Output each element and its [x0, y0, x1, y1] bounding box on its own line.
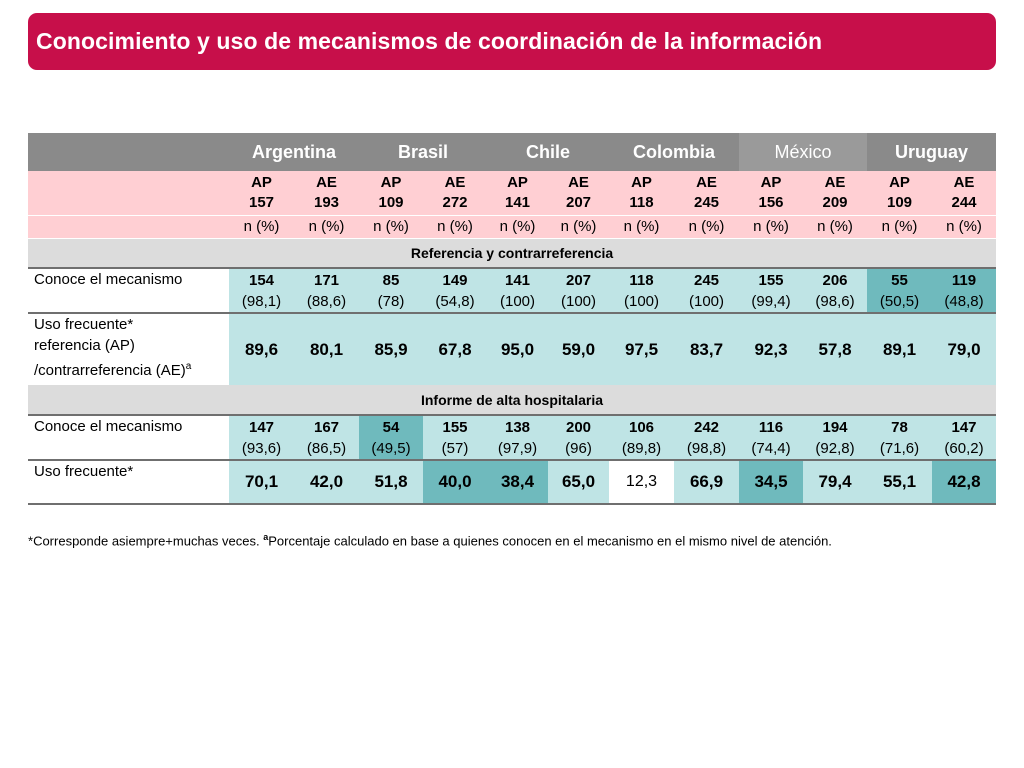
group-n: 156 [758, 193, 784, 211]
group-n: 157 [248, 193, 275, 211]
group-n: 245 [693, 193, 720, 211]
percent-cell: 89,6 [229, 313, 294, 385]
section-title: Informe de alta hospitalaria [28, 385, 996, 415]
count-value: 155 [442, 419, 468, 436]
group-n: 207 [565, 193, 592, 211]
percent-value: (89,8) [621, 440, 662, 457]
n-label: n (%) [932, 215, 996, 238]
count-value: 85 [382, 272, 400, 289]
count-value: 118 [629, 272, 654, 289]
group-code: AP [507, 173, 528, 191]
n-label: n (%) [423, 215, 487, 238]
n-label: n (%) [674, 215, 739, 238]
percent-cell: 38,4 [487, 460, 548, 504]
count-value: 242 [693, 419, 720, 436]
country-header: Colombia [609, 133, 739, 171]
footnote-text: Porcentaje calculado en base a quienes conocen en el mecanismo en el mismo nivel de atención. [268, 533, 832, 549]
percent-value: (78) [377, 293, 405, 310]
count-cell [229, 415, 294, 460]
count-value: 206 [822, 272, 848, 289]
count-cell [548, 415, 609, 460]
group-n: 141 [504, 193, 531, 211]
section-row-alta [28, 385, 996, 415]
percent-value: (54,8) [435, 293, 475, 310]
row-label-line: Uso frecuente* [34, 316, 134, 333]
percent-cell: 57,8 [803, 313, 867, 385]
country-header: México [739, 133, 867, 171]
count-cell [803, 268, 867, 313]
row-label: Conoce el mecanismo [28, 268, 229, 313]
percent-cell: 12,3 [609, 460, 674, 504]
percent-value: (100) [499, 293, 536, 310]
count-cell [867, 268, 932, 313]
count-value: 200 [565, 419, 592, 436]
n-label: n (%) [487, 215, 548, 238]
percent-cell: 79,4 [803, 460, 867, 504]
group-n: 118 [629, 193, 654, 211]
count-value: 106 [628, 419, 655, 436]
count-cell [229, 268, 294, 313]
percent-value: (99,4) [751, 293, 791, 310]
country-header-row [28, 133, 996, 171]
n-label: n (%) [609, 215, 674, 238]
group-n: 244 [951, 193, 977, 211]
group-code: AP [631, 173, 652, 191]
group-code: AE [953, 173, 975, 191]
group-header [867, 171, 932, 215]
group-code: AP [380, 173, 402, 191]
row-label-line: /contrarreferencia (AE) [34, 362, 186, 379]
count-value: 119 [951, 272, 977, 289]
percent-cell: 97,5 [609, 313, 674, 385]
count-cell [294, 415, 359, 460]
title-bar [28, 13, 996, 70]
group-n: 109 [378, 193, 404, 211]
group-header [674, 171, 739, 215]
group-code: AE [568, 173, 589, 191]
table-row [28, 460, 996, 504]
percent-cell: 42,8 [932, 460, 996, 504]
percent-value: (60,2) [944, 440, 984, 457]
n-label-row [28, 215, 996, 238]
group-n: 109 [886, 193, 913, 211]
percent-value: (48,8) [944, 293, 984, 310]
percent-cell: 51,8 [359, 460, 423, 504]
count-value: 207 [565, 272, 592, 289]
count-cell [674, 415, 739, 460]
percent-cell: 92,3 [739, 313, 803, 385]
percent-value: (98,8) [686, 440, 727, 457]
percent-cell: 42,0 [294, 460, 359, 504]
percent-value: (71,6) [879, 440, 920, 457]
percent-value: (96) [565, 440, 592, 457]
section-title: Referencia y contrarreferencia [28, 238, 996, 268]
n-label: n (%) [867, 215, 932, 238]
count-value: 149 [442, 272, 468, 289]
page-title: Conocimiento y uso de mecanismos de coordinación de la información [36, 28, 823, 54]
percent-cell: 80,1 [294, 313, 359, 385]
percent-value: (100) [623, 293, 660, 310]
count-cell [932, 415, 996, 460]
count-value: 54 [382, 419, 400, 436]
group-code: AE [696, 173, 717, 191]
row-label: Uso frecuente* [28, 460, 229, 504]
count-value: 55 [891, 272, 908, 289]
group-header [229, 171, 294, 215]
group-header [609, 171, 674, 215]
count-cell [423, 415, 487, 460]
country-header: Chile [487, 133, 609, 171]
group-code: AE [824, 173, 846, 191]
country-header: Argentina [229, 133, 359, 171]
percent-cell: 66,9 [674, 460, 739, 504]
group-header [487, 171, 548, 215]
count-cell [359, 415, 423, 460]
table-row [28, 415, 996, 460]
group-header-corner [28, 171, 229, 215]
percent-cell: 89,1 [867, 313, 932, 385]
footnote-mark: * [28, 533, 34, 549]
group-n: 272 [442, 193, 468, 211]
group-header [423, 171, 487, 215]
group-n: 209 [822, 193, 848, 211]
footnote-mark: a [185, 361, 192, 372]
percent-cell: 40,0 [423, 460, 487, 504]
percent-value: (86,5) [306, 440, 347, 457]
group-code: AP [889, 173, 910, 191]
row-label [28, 313, 229, 385]
count-cell [294, 268, 359, 313]
count-cell [739, 268, 803, 313]
group-code: AE [316, 173, 337, 191]
table-row [28, 268, 996, 313]
percent-value: (93,6) [241, 440, 282, 457]
percent-value: (88,6) [306, 293, 347, 310]
count-value: 154 [248, 272, 275, 289]
percent-value: (97,9) [497, 440, 538, 457]
group-header [803, 171, 867, 215]
section-row-referencia [28, 238, 996, 268]
count-value: 245 [693, 272, 720, 289]
count-cell [932, 268, 996, 313]
count-value: 78 [891, 419, 908, 436]
count-value: 155 [758, 272, 784, 289]
count-value: 141 [504, 272, 531, 289]
n-label: n (%) [739, 215, 803, 238]
percent-cell: 83,7 [674, 313, 739, 385]
group-header [739, 171, 803, 215]
count-value: 138 [504, 419, 531, 436]
count-value: 194 [822, 419, 848, 436]
count-cell [548, 268, 609, 313]
row-label-line: referencia (AP) [34, 337, 135, 354]
count-cell [487, 268, 548, 313]
percent-value: (100) [688, 293, 725, 310]
count-cell [609, 268, 674, 313]
group-header [548, 171, 609, 215]
percent-value: (98,6) [815, 293, 855, 310]
group-code: AP [251, 173, 272, 191]
n-label: n (%) [229, 215, 294, 238]
footnote-text: Corresponde asiempre+muchas veces. [33, 533, 260, 549]
group-header [932, 171, 996, 215]
group-code: AP [760, 173, 782, 191]
footnote-mark: a [263, 532, 269, 542]
count-cell [487, 415, 548, 460]
data-table [28, 133, 996, 505]
percent-value: (100) [560, 293, 597, 310]
group-code: AE [444, 173, 466, 191]
group-header-row [28, 171, 996, 215]
count-cell [674, 268, 739, 313]
percent-cell: 65,0 [548, 460, 609, 504]
n-label: n (%) [548, 215, 609, 238]
count-cell [867, 415, 932, 460]
n-label: n (%) [359, 215, 423, 238]
count-value: 147 [248, 419, 275, 436]
percent-cell: 70,1 [229, 460, 294, 504]
count-cell [803, 415, 867, 460]
count-value: 147 [951, 419, 977, 436]
percent-value: (49,5) [371, 440, 411, 457]
group-header [359, 171, 423, 215]
count-value: 171 [313, 272, 340, 289]
group-header [294, 171, 359, 215]
percent-value: (74,4) [751, 440, 791, 457]
count-value: 167 [313, 419, 340, 436]
count-cell [423, 268, 487, 313]
percent-cell: 67,8 [423, 313, 487, 385]
percent-cell: 79,0 [932, 313, 996, 385]
table-row [28, 313, 996, 385]
country-header: Brasil [359, 133, 487, 171]
row-label: Conoce el mecanismo [28, 415, 229, 460]
percent-cell: 59,0 [548, 313, 609, 385]
percent-value: (57) [441, 440, 469, 457]
percent-cell: 85,9 [359, 313, 423, 385]
count-value: 116 [758, 419, 784, 436]
percent-cell: 55,1 [867, 460, 932, 504]
count-cell [359, 268, 423, 313]
n-label: n (%) [803, 215, 867, 238]
percent-value: (98,1) [241, 293, 282, 310]
group-n: 193 [313, 193, 340, 211]
header-corner [28, 133, 229, 171]
percent-value: (50,5) [879, 293, 920, 310]
n-label-corner [28, 215, 229, 238]
percent-cell: 34,5 [739, 460, 803, 504]
footnote [28, 532, 832, 548]
count-cell [609, 415, 674, 460]
percent-cell: 95,0 [487, 313, 548, 385]
country-header: Uruguay [867, 133, 996, 171]
n-label: n (%) [294, 215, 359, 238]
percent-value: (92,8) [815, 440, 855, 457]
count-cell [739, 415, 803, 460]
